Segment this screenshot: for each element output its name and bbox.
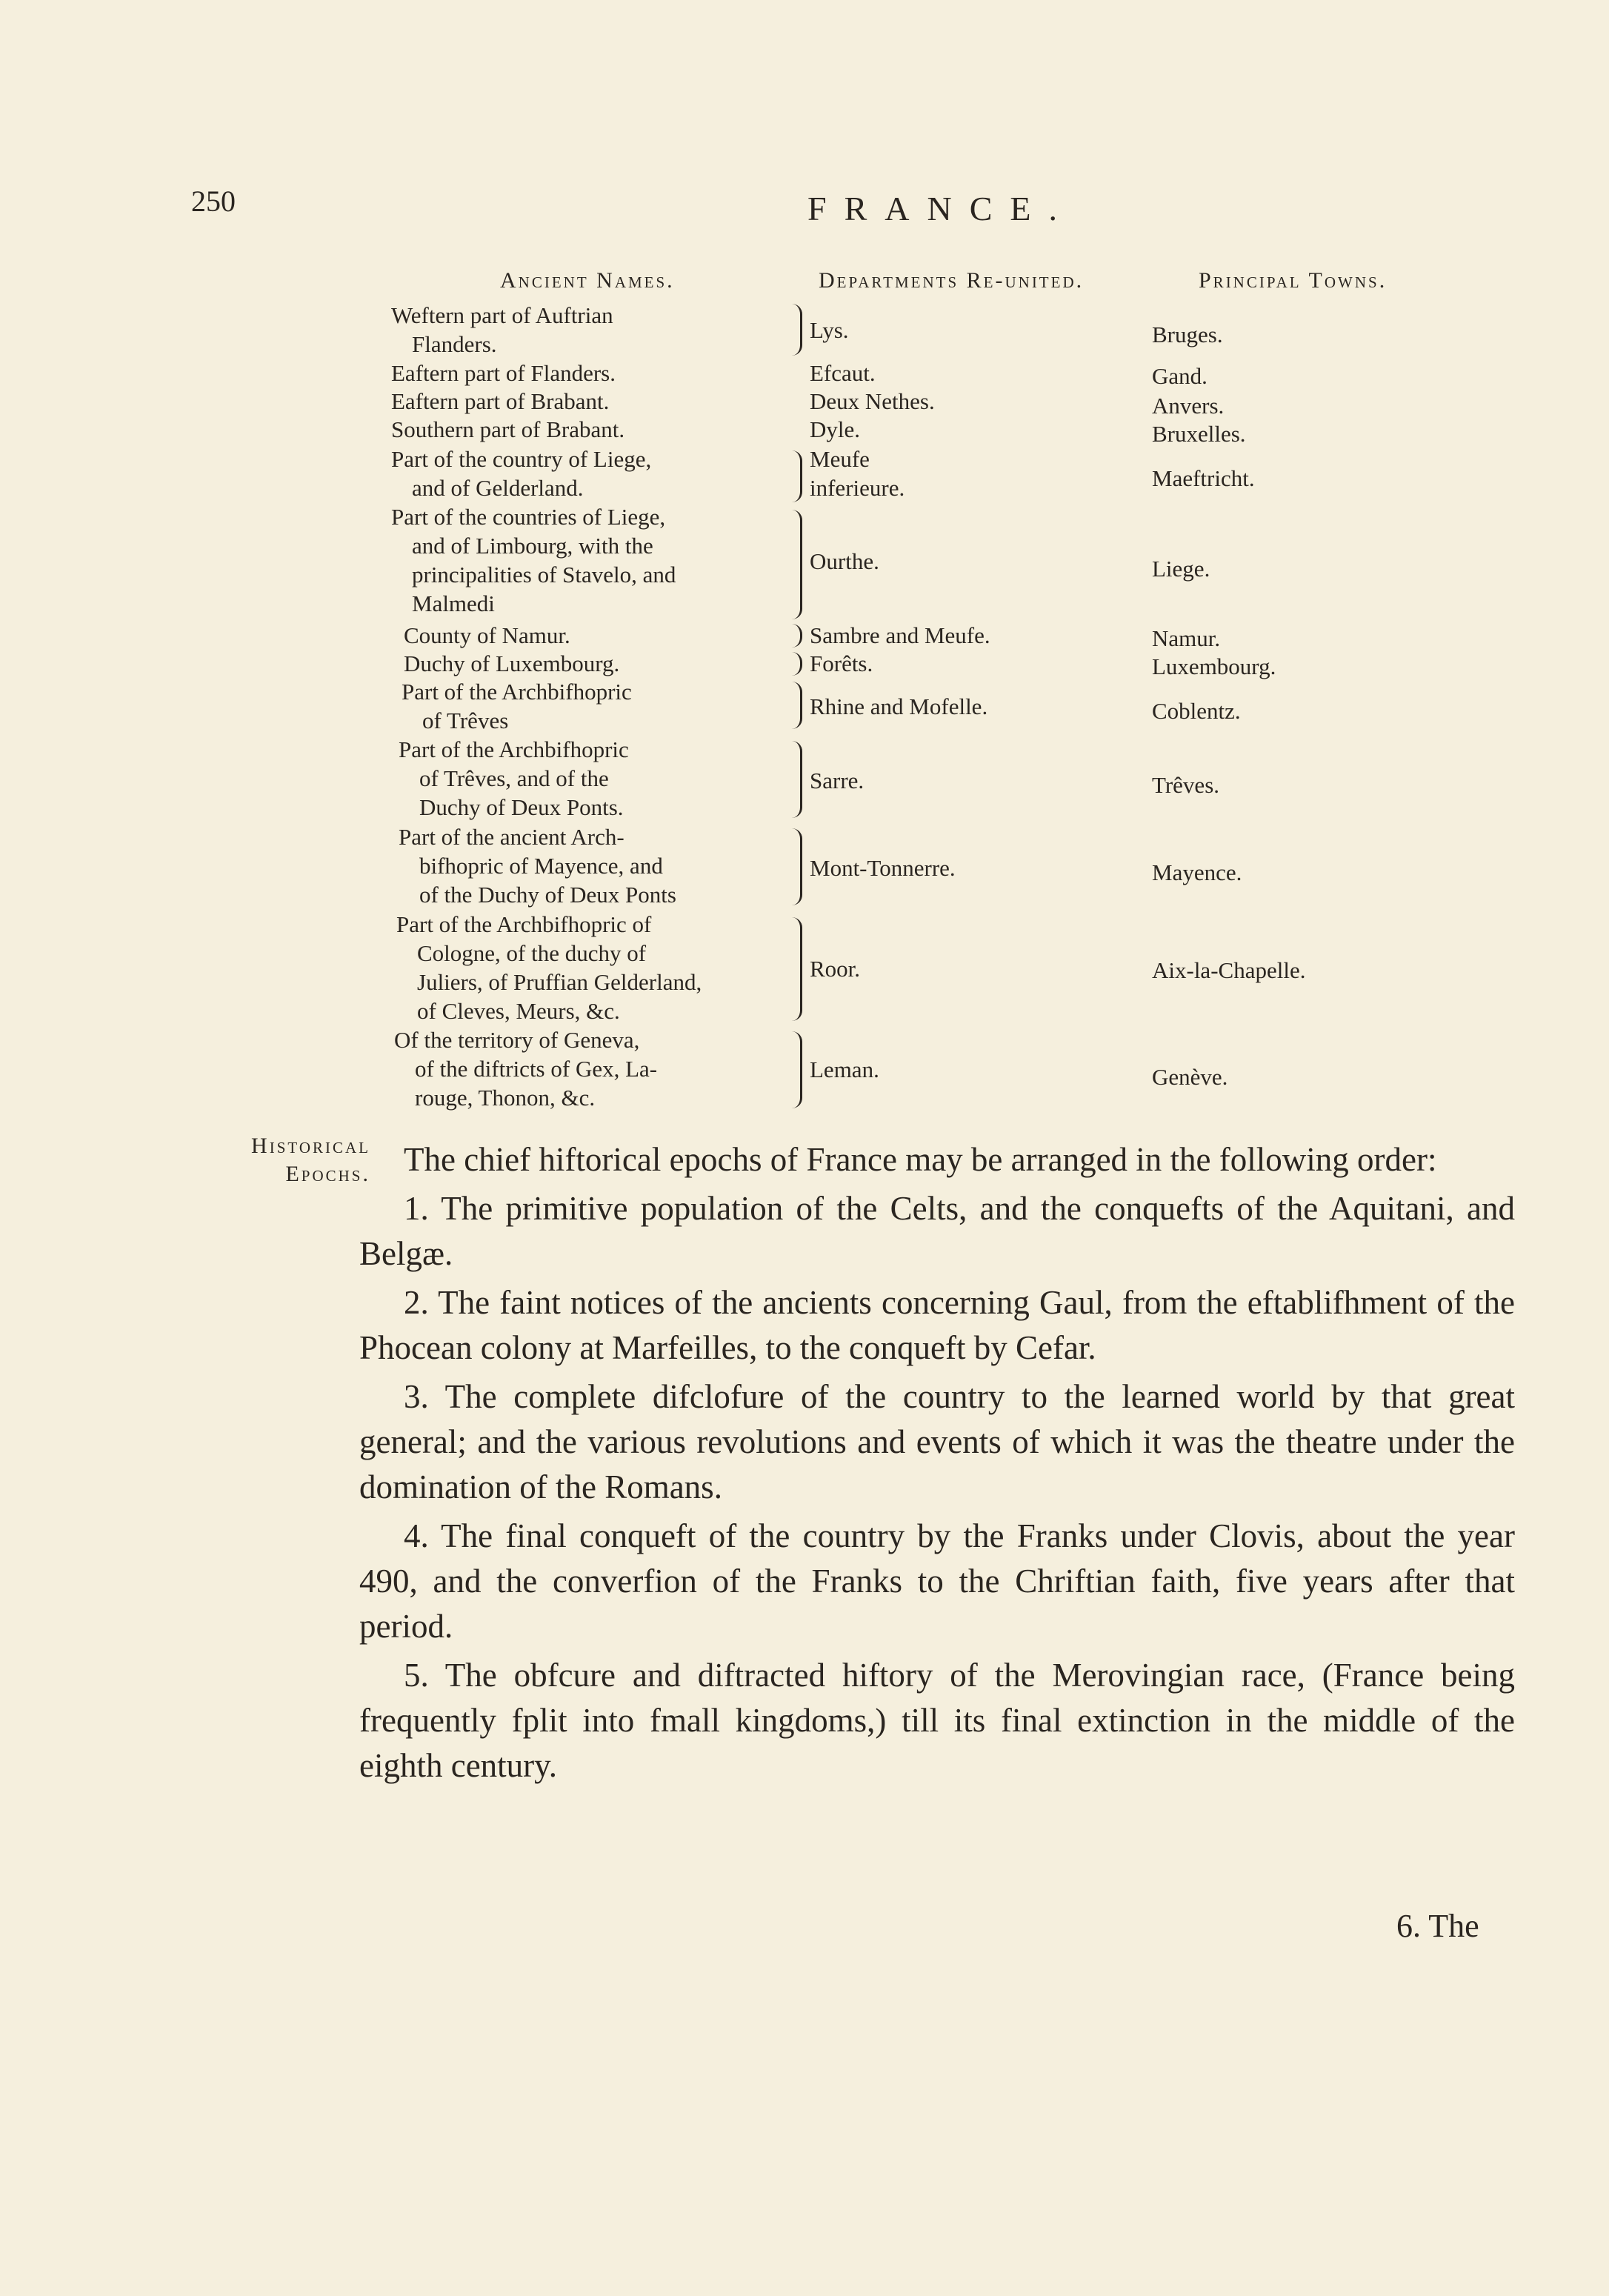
ancient-name-line: Duchy of Luxembourg. — [404, 650, 620, 676]
table-row-ancient — [391, 415, 784, 444]
ancient-name-line: Duchy of Deux Ponts. — [419, 794, 624, 820]
epoch-item: 3. The complete difclofure of the country to the learned world by that great general; and the various revolutions and events of which it was the theatre under the domination of the Romans. — [359, 1378, 1515, 1505]
ancient-name-line: Part of the Archbifhopric — [399, 736, 629, 762]
page-number: 250 — [191, 184, 236, 218]
ancient-name-line: bifhopric of Mayence, and — [419, 853, 663, 879]
table-row-ancient — [391, 359, 784, 387]
ancient-name-line: rouge, Thonon, &c. — [415, 1085, 596, 1111]
table-row-ancient — [391, 301, 784, 359]
table-row-town: Aix-la-Chapelle. — [1152, 957, 1306, 983]
department-name: Leman. — [810, 1057, 879, 1082]
ancient-name-line: Malmedi — [412, 590, 495, 616]
table-row-ancient — [402, 677, 794, 735]
margin-note — [170, 1132, 370, 1188]
epoch-item: 2. The faint notices of the ancients concerning Gaul, from the eftablifhment of the Phocean colony at Marfeilles, to the conqueft by Cefar. — [359, 1284, 1515, 1366]
department-name: Forêts. — [810, 650, 873, 676]
ancient-name-line: Eaftern part of Flanders. — [391, 360, 616, 386]
ancient-name-line: Part of the Archbifhopric of — [396, 911, 652, 937]
brace — [785, 828, 802, 905]
department-name: Lys. — [810, 317, 849, 343]
table-row-town: Bruxelles. — [1152, 421, 1246, 447]
table-row-town: Bruges. — [1152, 322, 1223, 347]
column-header-departments: Departments Re-united. — [819, 268, 1085, 293]
ancient-name-line: Part of the country of Liege, — [391, 446, 652, 472]
table-row-town: Luxembourg. — [1152, 653, 1276, 679]
table-row-town: Gand. — [1152, 363, 1207, 389]
column-header-ancient-names: Ancient Names. — [500, 268, 675, 293]
epoch-item: 5. The obfcure and diftracted hiftory of the Merovingian race, (France being frequently fplit into fmall kingdoms,) till its final extinction in the middle of the eighth century. — [359, 1657, 1515, 1784]
table-row-town: Maeftricht. — [1152, 465, 1255, 491]
ancient-name-line: and of Gelderland. — [412, 475, 584, 501]
margin-note-line: Epochs. — [285, 1162, 370, 1186]
margin-note-line: Historical — [251, 1134, 370, 1158]
ancient-name-line: Part of the countries of Liege, — [391, 504, 666, 530]
department-name: Deux Nethes. — [810, 388, 935, 414]
department-name: Ourthe. — [810, 548, 879, 574]
brace — [785, 304, 802, 356]
brace — [785, 624, 802, 648]
brace — [785, 682, 802, 729]
table-row-town: Liege. — [1152, 556, 1210, 582]
ancient-name-line: Cologne, of the duchy of — [417, 940, 647, 966]
body-text — [359, 1137, 1515, 1788]
table-row-ancient — [404, 621, 796, 650]
brace — [785, 450, 802, 502]
ancient-name-line: of Trêves — [422, 708, 509, 733]
epoch-item: 1. The primitive population of the Celts, and the conquefts of the Aquitani, and Belgæ. — [359, 1190, 1515, 1272]
table-row-town: Coblentz. — [1152, 698, 1241, 724]
department-name: Meufe inferieure. — [810, 446, 905, 501]
ancient-name-line: of Trêves, and of the — [419, 765, 609, 791]
table-row-ancient — [391, 445, 784, 502]
column-header-principal-towns: Principal Towns. — [1199, 268, 1388, 293]
brace — [785, 510, 802, 619]
ancient-name-line: Of the territory of Geneva, — [394, 1027, 640, 1053]
department-name: Dyle. — [810, 416, 861, 442]
running-title: FRANCE. — [807, 190, 1075, 227]
department-name: Sarre. — [810, 768, 865, 793]
brace — [785, 652, 802, 676]
table-row-town: Mayence. — [1152, 859, 1242, 885]
table-row-ancient — [396, 910, 789, 1025]
table-row-ancient — [404, 649, 796, 678]
catchword: 6. The — [1396, 1908, 1479, 1944]
table-row-town: Namur. — [1152, 625, 1221, 651]
table-row-town: Trêves. — [1152, 772, 1220, 798]
ancient-name-line: and of Limbourg, with the — [412, 533, 653, 559]
brace — [785, 1031, 802, 1108]
table-row-ancient — [391, 387, 784, 416]
ancient-name-line: of Cleves, Meurs, &c. — [417, 998, 620, 1024]
ancient-name-line: Flanders. — [412, 331, 497, 357]
table-row-town: Genève. — [1152, 1064, 1228, 1090]
brace — [785, 741, 802, 818]
ancient-name-line: County of Namur. — [404, 622, 570, 648]
department-name: Efcaut. — [810, 360, 876, 386]
intro-paragraph: The chief hiftorical epochs of France may be arranged in the following order: — [404, 1141, 1437, 1178]
ancient-name-line: Part of the Archbifhopric — [402, 679, 632, 705]
ancient-name-line: Juliers, of Pruffian Gelderland, — [417, 969, 702, 995]
ancient-name-line: principalities of Stavelo, and — [412, 562, 676, 588]
department-name: Rhine and Mofelle. — [810, 693, 988, 719]
ancient-name-line: Part of the ancient Arch- — [399, 824, 624, 850]
table-row-town: Anvers. — [1152, 393, 1225, 419]
table-row-ancient — [399, 822, 791, 909]
epoch-item: 4. The final conqueft of the country by the Franks under Clovis, about the year 490, and the converfion of the Franks to the Chriftian faith, five years after that period. — [359, 1517, 1515, 1645]
brace — [785, 917, 802, 1021]
table-row-ancient — [391, 502, 784, 618]
ancient-name-line: Eaftern part of Brabant. — [391, 388, 610, 414]
table-row-ancient — [394, 1025, 787, 1112]
department-name: Mont-Tonnerre. — [810, 855, 956, 881]
ancient-name-line: Southern part of Brabant. — [391, 416, 625, 442]
department-name: Roor. — [810, 956, 861, 982]
department-name: Sambre and Meufe. — [810, 622, 990, 648]
table-row-ancient — [399, 735, 791, 822]
ancient-name-line: of the diftricts of Gex, La- — [415, 1056, 658, 1082]
ancient-name-line: of the Duchy of Deux Ponts — [419, 882, 676, 908]
ancient-name-line: Weftern part of Auftrian — [391, 302, 613, 328]
